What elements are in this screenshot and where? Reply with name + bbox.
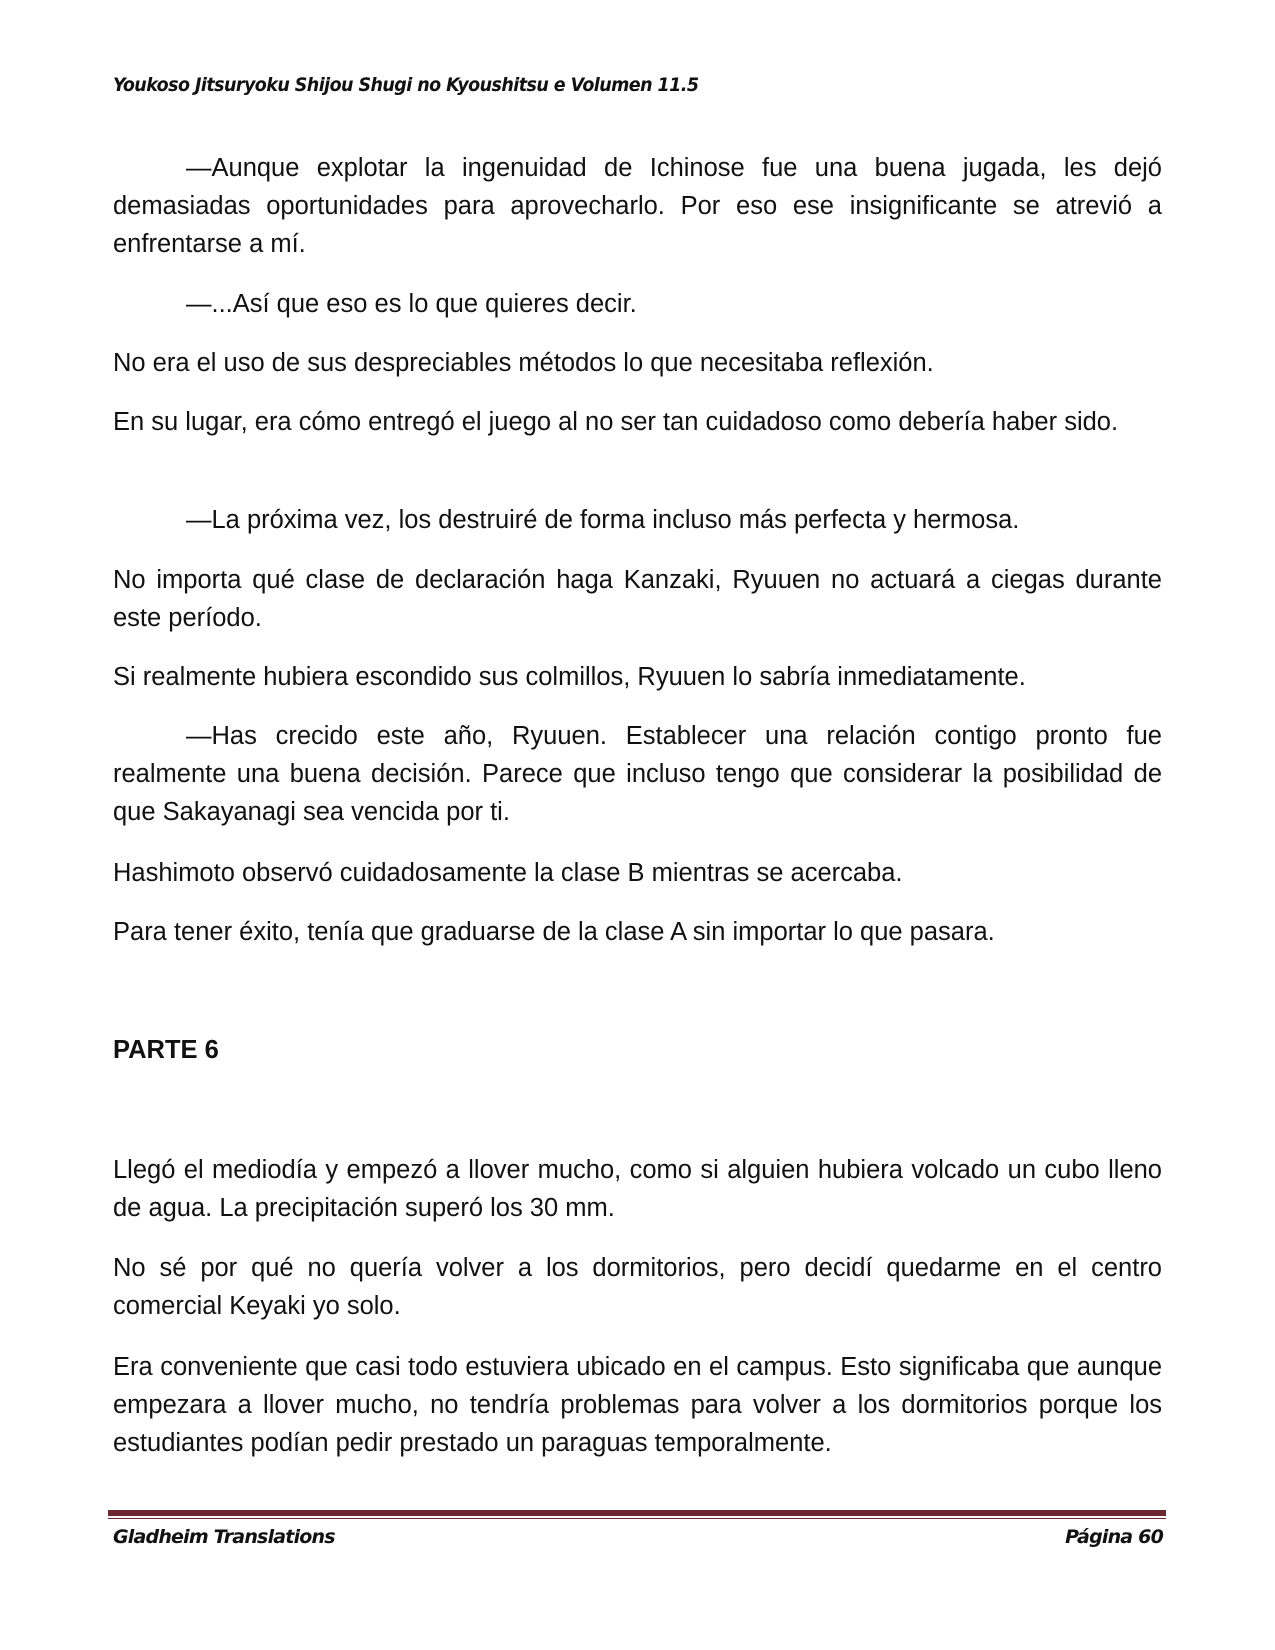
section-heading: PARTE 6 — [113, 1036, 219, 1064]
paragraph: No era el uso de sus despreciables métodos lo que necesitaba reflexión. — [113, 349, 934, 377]
page-number: Página 60 — [1065, 1526, 1163, 1548]
paragraph: —...Así que eso es lo que quieres decir. — [186, 290, 637, 318]
paragraph: No sé por qué no quería volver a los dormitorios, pero decidí quedarme en el centro comercial Keyaki yo solo. — [113, 1254, 1162, 1320]
paragraph: En su lugar, era cómo entregó el juego al no ser tan cuidadoso como debería haber sido. — [113, 408, 1119, 436]
paragraph: Hashimoto observó cuidadosamente la clase B mientras se acercaba. — [113, 859, 903, 887]
footer-credit: Gladheim Translations — [113, 1526, 335, 1548]
paragraph: —Aunque explotar la ingenuidad de Ichinose fue una buena jugada, les dejó demasiadas oportunidades para aprovecharlo. Por eso ese insignificante se atrevió a enfrentarse a mí. — [113, 154, 1162, 258]
running-header: Youkoso Jitsuryoku Shijou Shugi no Kyoushitsu e Volumen 11.5 — [113, 74, 699, 96]
footer-rule-thin — [108, 1518, 1166, 1519]
paragraph: Para tener éxito, tenía que graduarse de la clase A sin importar lo que pasara. — [113, 918, 995, 946]
footer-rule — [108, 1510, 1166, 1516]
paragraph: No importa qué clase de declaración haga Kanzaki, Ryuuen no actuará a ciegas durante este período. — [113, 566, 1162, 632]
paragraph: Si realmente hubiera escondido sus colmillos, Ryuuen lo sabría inmediatamente. — [113, 663, 1026, 691]
paragraph: —La próxima vez, los destruiré de forma incluso más perfecta y hermosa. — [186, 506, 1020, 534]
paragraph: Llegó el mediodía y empezó a llover mucho, como si alguien hubiera volcado un cubo lleno de agua. La precipitación superó los 30 mm. — [113, 1156, 1162, 1222]
paragraph: Era conveniente que casi todo estuviera ubicado en el campus. Esto significaba que aunque empezara a llover mucho, no tendría problemas para volver a los dormitorios porque los estudiantes podían pedir prestado un paraguas temporalmente. — [113, 1353, 1162, 1457]
paragraph: —Has crecido este año, Ryuuen. Establecer una relación contigo pronto fue realmente una buena decisión. Parece que incluso tengo que considerar la posibilidad de que Sakayanagi sea vencida por ti. — [113, 722, 1162, 826]
